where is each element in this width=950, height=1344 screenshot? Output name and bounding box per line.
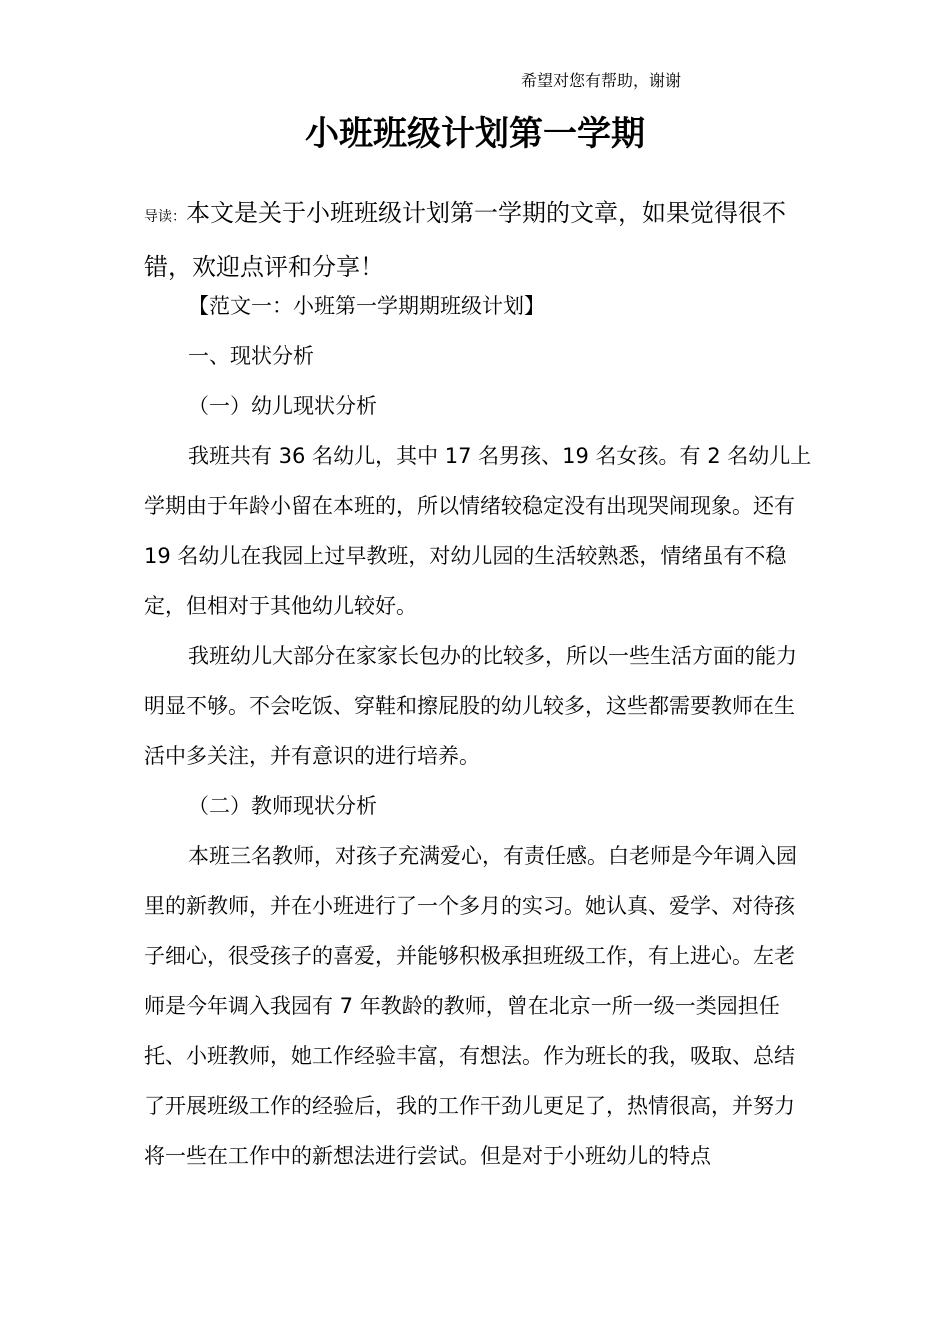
subsection-heading-1: （一）幼儿现状分析 <box>188 394 377 418</box>
subsection-heading-2: （二）教师现状分析 <box>188 794 377 818</box>
document-body <box>144 281 812 1181</box>
body-paragraph-1: 我班共有 36 名幼儿，其中 17 名男孩、19 名女孩。有 2 名幼儿上学期由于年龄小留在本班的，所以情绪较稳定没有出现哭闹现象。还有 19 名幼儿在我园上过早教班，对幼儿园的生活较熟悉，情绪虽有不稳定，但相对于其他幼儿较好。 <box>144 444 812 618</box>
section-heading-1: 一、现状分析 <box>188 344 314 368</box>
intro-text: 本文是关于小班班级计划第一学期的文章，如果觉得很不错，欢迎点评和分享！ <box>144 199 786 281</box>
body-paragraph-2: 我班幼儿大部分在家家长包办的比较多，所以一些生活方面的能力明显不够。不会吃饭、穿鞋和擦屁股的幼儿较多，这些都需要教师在生活中多关注，并有意识的进行培养。 <box>144 644 797 768</box>
body-paragraph-3: 本班三名教师，对孩子充满爱心，有责任感。白老师是今年调入园里的新教师，并在小班进行了一个多月的实习。她认真、爱学、对待孩子细心，很受孩子的喜爱，并能够积极承担班级工作，有上进心。左老师是今年调入我园有 7 年教龄的教师，曾在北京一所一级一类园担任托、小班教师，她工作经验丰富，有想法。作为班长的我，吸取、总结了开展班级工作的经验后，我的工作干劲儿更足了，热情很高，并努力将一些在工作中的新想法进行尝试。但是对于小班幼儿的特点 <box>144 844 797 1168</box>
intro-paragraph <box>144 188 814 292</box>
document-title: 小班班级计划第一学期 <box>305 114 645 154</box>
intro-label: 导读： <box>144 209 186 225</box>
sample-heading: 【范文一：小班第一学期期班级计划】 <box>188 294 545 318</box>
header-note: 希望对您有帮助，谢谢 <box>521 71 682 90</box>
